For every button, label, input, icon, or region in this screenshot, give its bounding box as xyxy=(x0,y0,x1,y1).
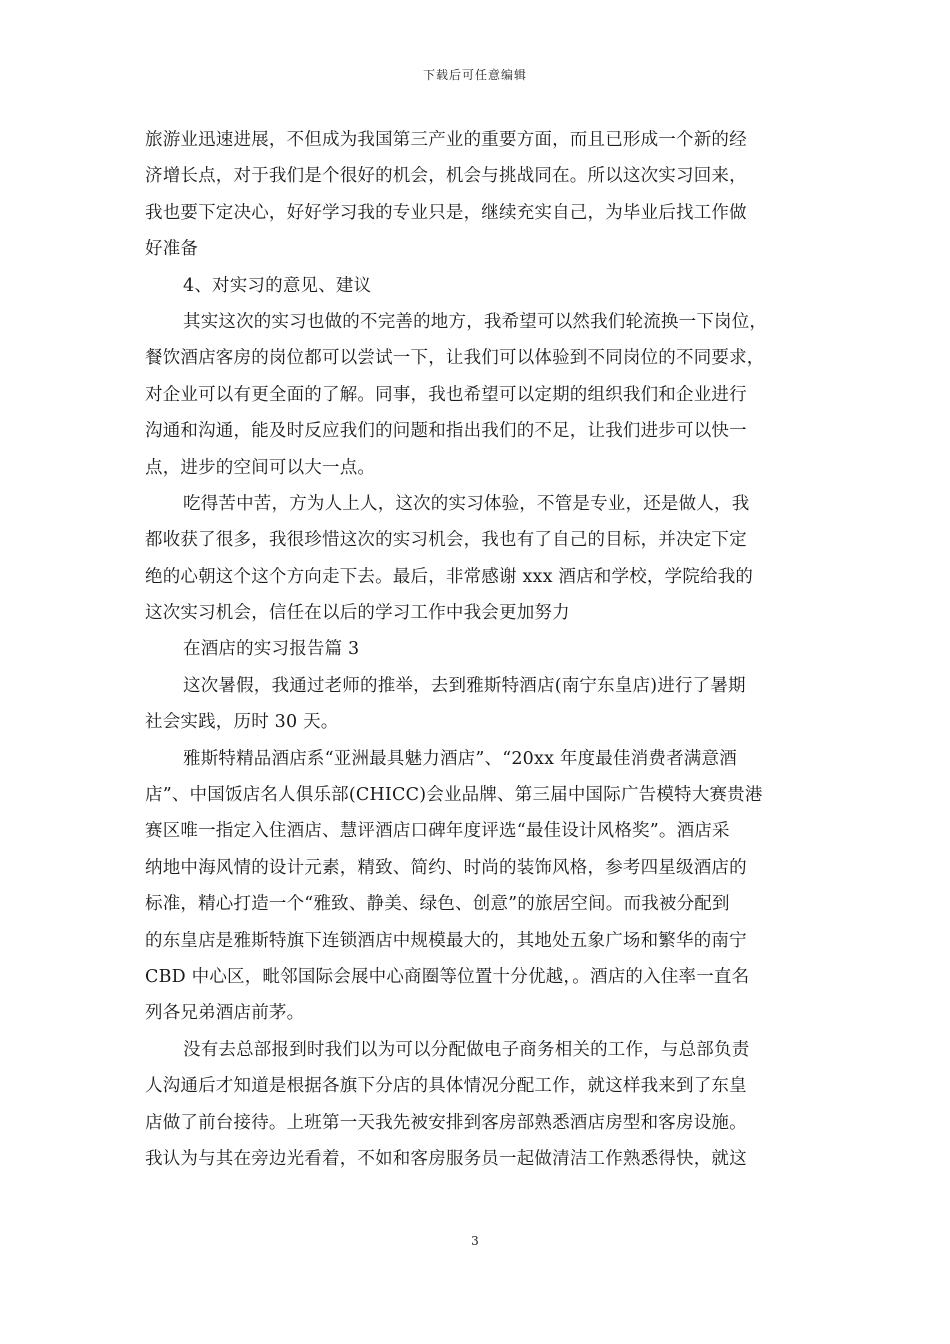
text-line: 对企业可以有更全面的了解。同事，我也希望可以定期的组织我们和企业进行 xyxy=(145,384,747,405)
document-body xyxy=(145,122,810,1177)
text-line: 社会实践，历时 30 天。 xyxy=(145,712,339,733)
page-number: 3 xyxy=(471,1234,479,1248)
text-line: 餐饮酒店客房的岗位都可以尝试一下，让我们可以体验到不同岗位的不同要求， xyxy=(145,348,765,369)
text-line: CBD 中心区，毗邻国际会展中心商圈等位置十分优越，。酒店的入住率一直名 xyxy=(145,966,750,987)
text-line: 的东皇店是雅斯特旗下连锁酒店中规模最大的，其地处五象广场和繁华的南宁 xyxy=(145,930,747,951)
text-line: 4、对实习的意见、建议 xyxy=(183,275,372,296)
text-line: 列各兄弟酒店前茅。 xyxy=(145,1003,305,1024)
text-line: 店做了前台接待。上班第一天我先被安排到客房部熟悉酒店房型和客房设施。 xyxy=(145,1112,747,1133)
text-line: 赛区唯一指定入住酒店、慧评酒店口碑年度评选“最佳设计风格奖”。酒店采 xyxy=(145,821,730,842)
text-line: 在酒店的实习报告篇 3 xyxy=(183,639,360,660)
text-line: 人沟通后才知道是根据各旗下分店的具体情况分配工作，就这样我来到了东皇 xyxy=(145,1076,747,1097)
text-line: 好准备 xyxy=(145,239,199,260)
text-line: 沟通和沟通，能及时反应我们的问题和指出我们的不足，让我们进步可以快一 xyxy=(145,421,747,442)
text-line: 店”、中国饭店名人俱乐部(CHICC)会业品牌、第三届中国际广告模特大赛贵港 xyxy=(145,785,763,806)
text-line: 其实这次的实习也做的不完善的地方，我希望可以然我们轮流换一下岗位， xyxy=(183,311,768,332)
text-line: 我也要下定决心，好好学习我的专业只是，继续充实自己，为毕业后找工作做 xyxy=(145,202,747,223)
text-line: 这次暑假，我通过老师的推举，去到雅斯特酒店(南宁东皇店)进行了暑期 xyxy=(183,675,746,696)
text-line: 吃得苦中苦，方为人上人，这次的实习体验，不管是专业，还是做人，我 xyxy=(183,493,750,514)
page-header-note: 下载后可任意编辑 xyxy=(422,68,527,82)
text-line: 旅游业迅速进展，不但成为我国第三产业的重要方面，而且已形成一个新的经 xyxy=(145,130,747,150)
text-line: 我认为与其在旁边光看着，不如和客房服务员一起做清洁工作熟悉得快，就这 xyxy=(145,1148,747,1169)
text-line: 纳地中海风情的设计元素，精致、简约、时尚的装饰风格，参考四星级酒店的 xyxy=(145,857,747,878)
text-line: 点，进步的空间可以大一点。 xyxy=(145,457,376,478)
text-line: 绝的心朝这个这个方向走下去。最后，非常感谢 xxx 酒店和学校，学院给我的 xyxy=(145,566,754,587)
text-line: 都收获了很多，我很珍惜这次的实习机会，我也有了自己的目标，并决定下定 xyxy=(145,530,747,551)
text-line: 没有去总部报到时我们以为可以分配做电子商务相关的工作，与总部负责 xyxy=(183,1039,750,1060)
text-line: 雅斯特精品酒店系“亚洲最具魅力酒店”、“20xx 年度最佳消费者满意酒 xyxy=(183,748,737,769)
text-line: 标准，精心打造一个“雅致、静美、绿色、创意”的旅居空间。而我被分配到 xyxy=(145,894,730,915)
text-line: 这次实习机会，信任在以后的学习工作中我会更加努力 xyxy=(145,603,570,624)
text-line: 济增长点，对于我们是个很好的机会，机会与挑战同在。所以这次实习回来， xyxy=(145,166,747,187)
